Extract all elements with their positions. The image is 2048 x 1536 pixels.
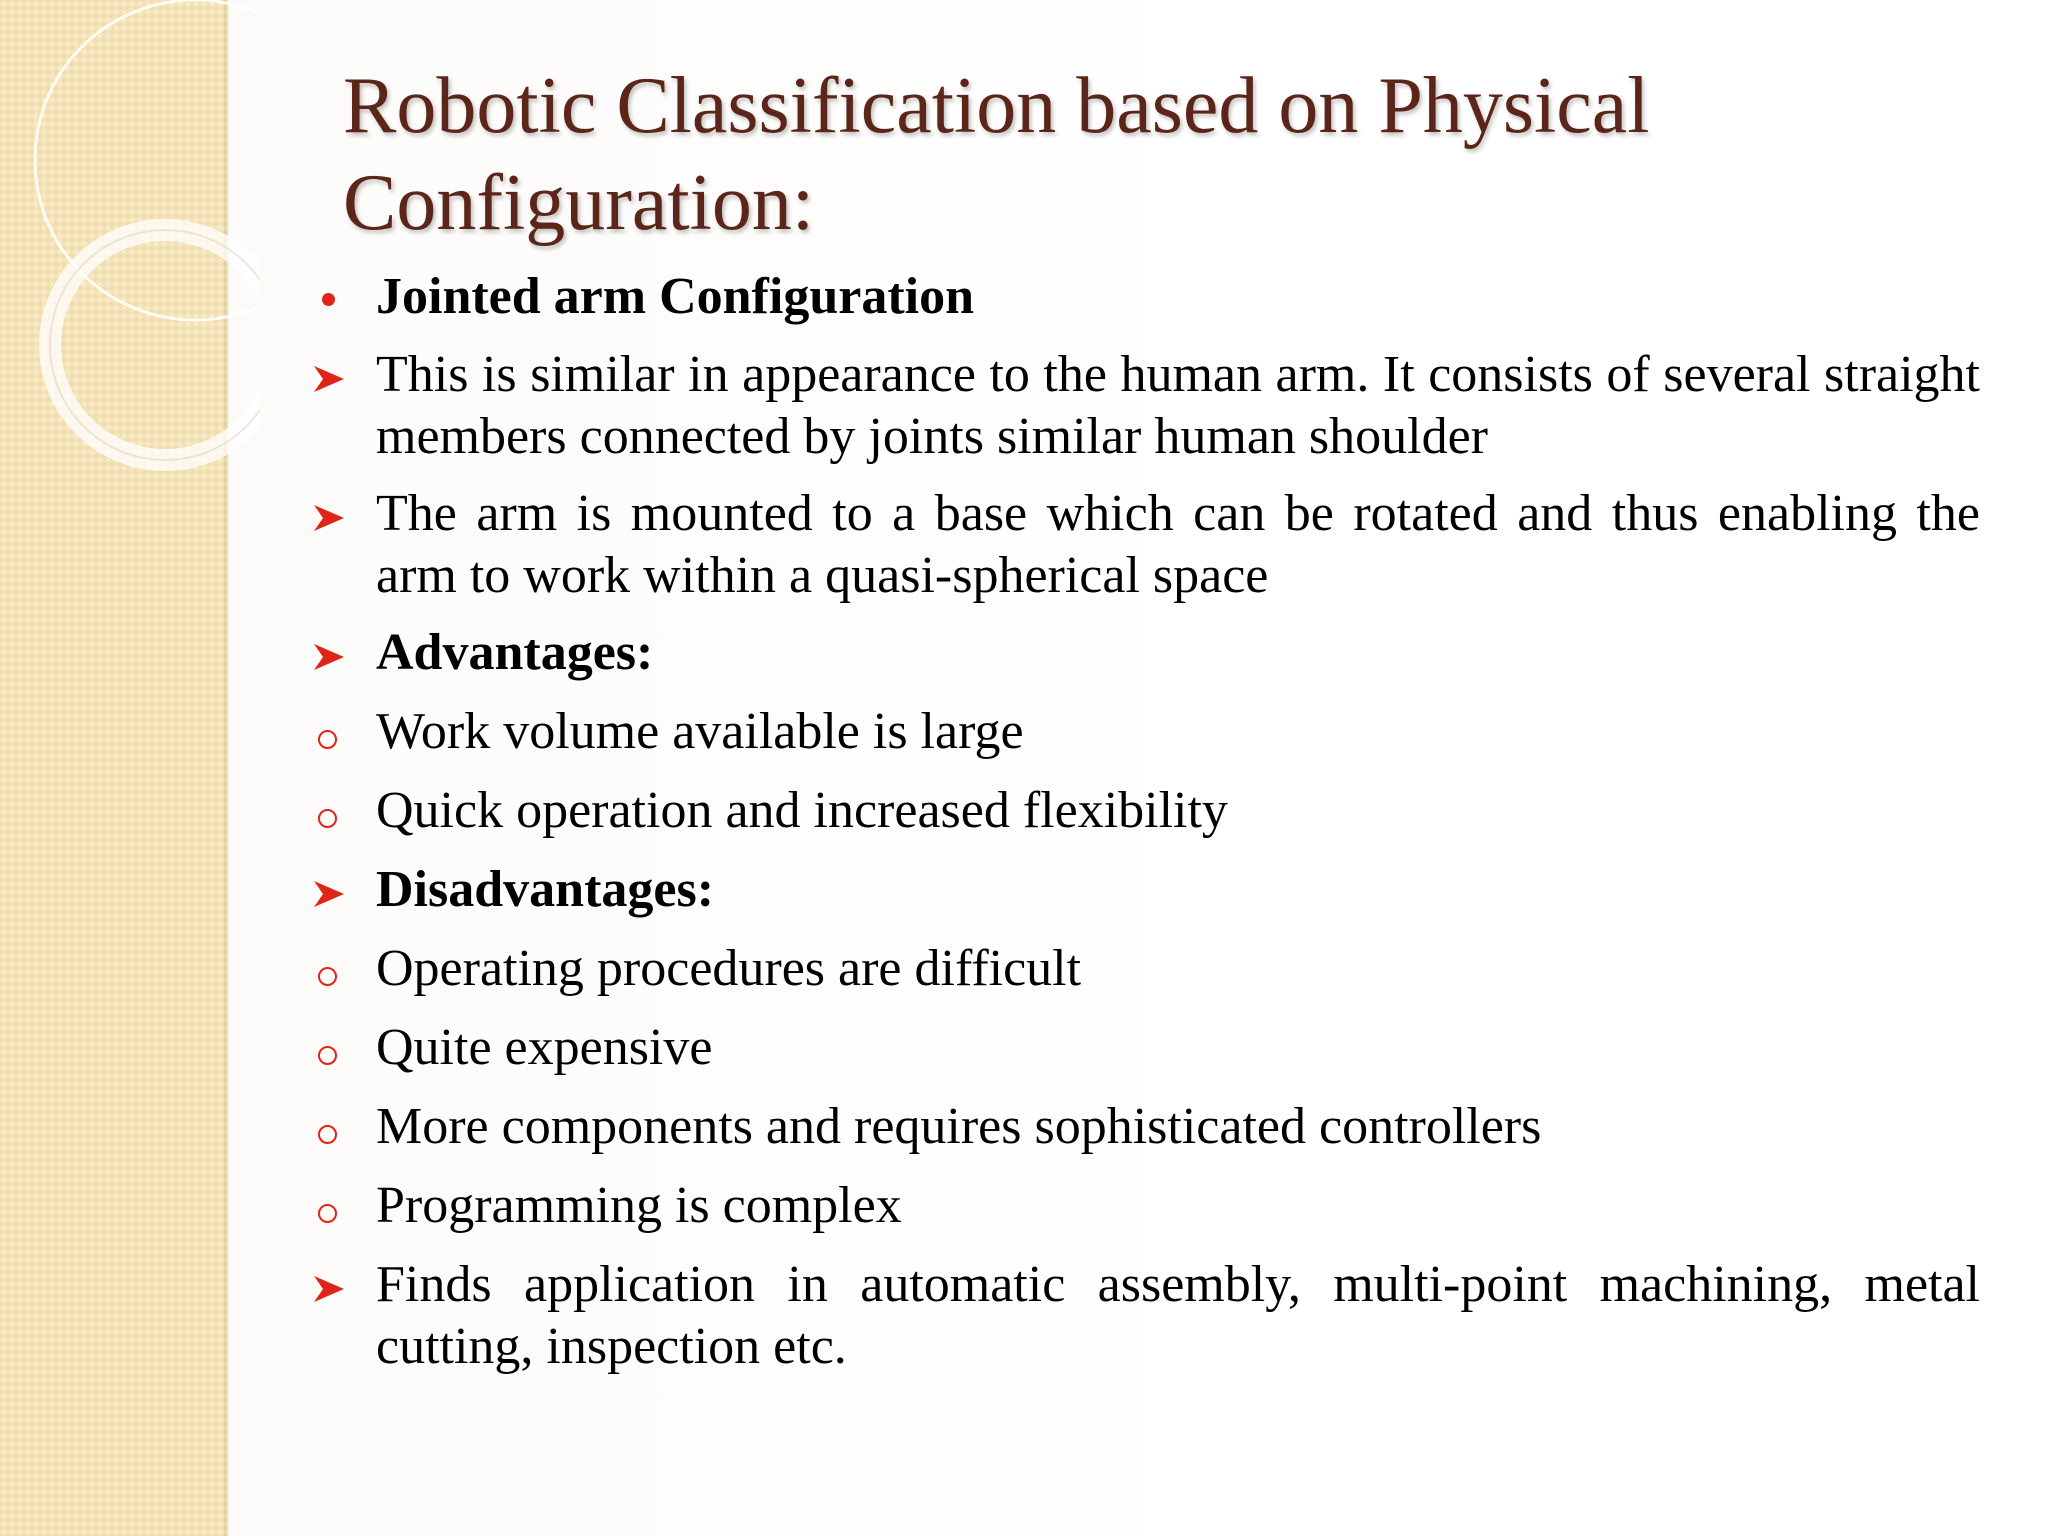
list-item: Operating procedures are difficult <box>376 940 1082 997</box>
arrowhead-bullet-icon <box>312 879 352 919</box>
list-item: Disadvantages: <box>376 861 715 918</box>
list-item: Work volume available is large <box>376 703 1024 760</box>
bullet-dot-icon <box>322 293 335 306</box>
list-item: Jointed arm Configuration <box>376 268 974 325</box>
circle-bullet-icon <box>318 1125 337 1144</box>
decorative-rings <box>0 0 260 520</box>
list-item: Programming is complex <box>376 1177 902 1234</box>
list-item: Finds application in automatic assembly, multi-point machining, metal cutting, inspection etc. <box>376 1256 1980 1375</box>
list-item: This is similar in appearance to the human arm. It consists of several straight members connected by joints similar human shoulder <box>376 346 1980 465</box>
circle-bullet-icon <box>318 967 337 986</box>
arrowhead-bullet-icon <box>312 1274 352 1314</box>
circle-bullet-icon <box>318 1204 337 1223</box>
arrowhead-bullet-icon <box>312 642 352 682</box>
arrowhead-bullet-icon <box>312 503 352 543</box>
list-item: Quick operation and increased flexibility <box>376 782 1228 839</box>
list-item: The arm is mounted to a base which can be rotated and thus enabling the arm to work within a quasi-spherical space <box>376 485 1980 604</box>
circle-bullet-icon <box>318 1046 337 1065</box>
arrowhead-bullet-icon <box>312 364 352 404</box>
list-item: More components and requires sophisticated controllers <box>376 1098 1542 1155</box>
slide-title: Robotic Classification based on Physical Configuration: <box>343 62 1650 247</box>
list-item: Advantages: <box>376 624 654 681</box>
list-item: Quite expensive <box>376 1019 713 1076</box>
circle-bullet-icon <box>318 809 337 828</box>
circle-bullet-icon <box>318 730 337 749</box>
